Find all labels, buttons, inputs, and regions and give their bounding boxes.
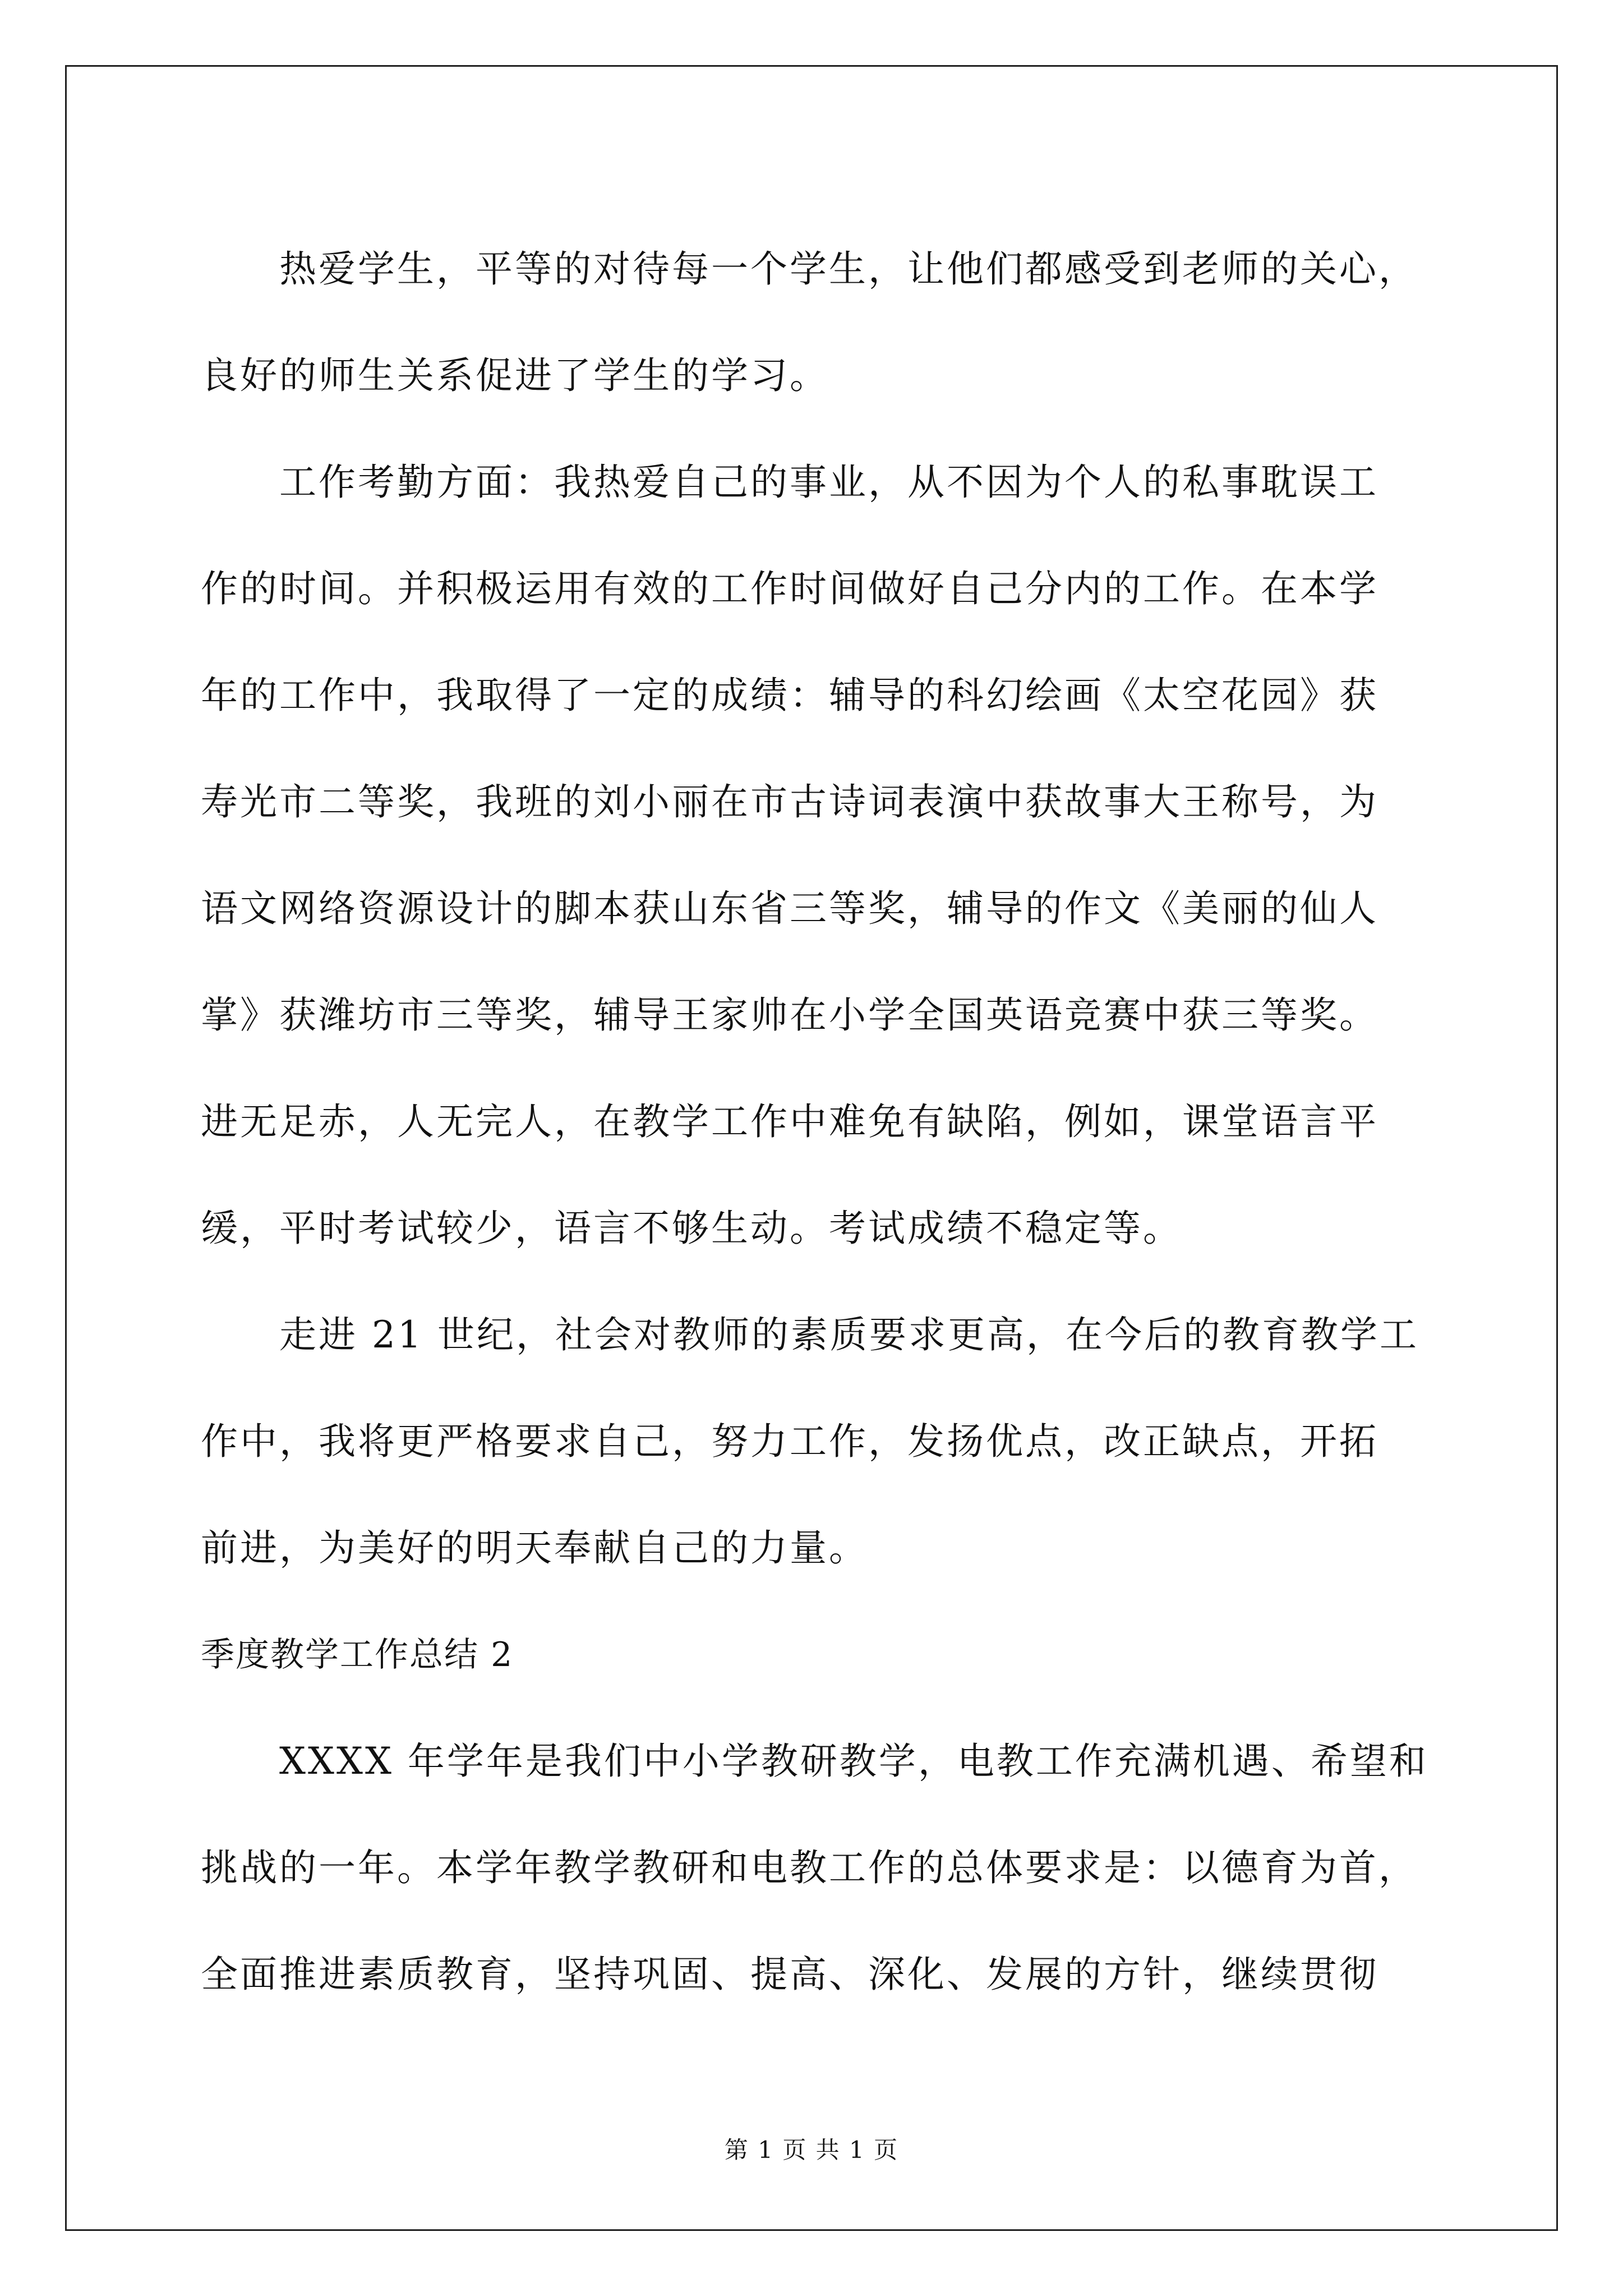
- paragraph-line: 语文网络资源设计的脚本获山东省三等奖，辅导的作文《美丽的仙人: [201, 887, 1378, 930]
- paragraph-line: 热爱学生，平等的对待每一个学生，让他们都感受到老师的关心，: [279, 247, 1418, 291]
- paragraph-line: 寿光市二等奖，我班的刘小丽在市古诗词表演中获故事大王称号，为: [201, 780, 1378, 823]
- paragraph-line: 挑战的一年。本学年教学教研和电教工作的总体要求是：以德育为首，: [201, 1846, 1418, 1889]
- paragraph-line: 工作考勤方面：我热爱自己的事业，从不因为个人的私事耽误工: [279, 461, 1378, 504]
- paragraph-line: 前进，为美好的明天奉献自己的力量。: [201, 1526, 868, 1570]
- section-heading: 季度教学工作总结 2: [201, 1635, 514, 1674]
- paragraph-line: 走进 21 世纪，社会对教师的素质要求更高，在今后的教育教学工: [279, 1313, 1419, 1356]
- document-body: [201, 216, 1435, 2028]
- page-number-footer: 第 1 页 共 1 页: [724, 2136, 899, 2164]
- paragraph-line: 全面推进素质教育，坚持巩固、提高、深化、发展的方针，继续贯彻: [201, 1953, 1378, 1996]
- paragraph-line: 缓，平时考试较少，语言不够生动。考试成绩不稳定等。: [201, 1207, 1182, 1250]
- paragraph-line: 作中，我将更严格要求自己，努力工作，发扬优点，改正缺点，开拓: [201, 1420, 1378, 1463]
- paragraph-line: XXXX 年学年是我们中小学教研教学，电教工作充满机遇、希望和: [279, 1740, 1428, 1783]
- paragraph-line: 年的工作中，我取得了一定的成绩：辅导的科幻绘画《太空花园》获: [201, 674, 1378, 717]
- paragraph-line: 进无足赤，人无完人，在教学工作中难免有缺陷，例如，课堂语言平: [201, 1100, 1378, 1143]
- paragraph-line: 良好的师生关系促进了学生的学习。: [201, 354, 829, 397]
- paragraph-line: 作的时间。并积极运用有效的工作时间做好自己分内的工作。在本学: [201, 567, 1378, 610]
- paragraph-line: 掌》获潍坊市三等奖，辅导王家帅在小学全国英语竞赛中获三等奖。: [201, 993, 1378, 1037]
